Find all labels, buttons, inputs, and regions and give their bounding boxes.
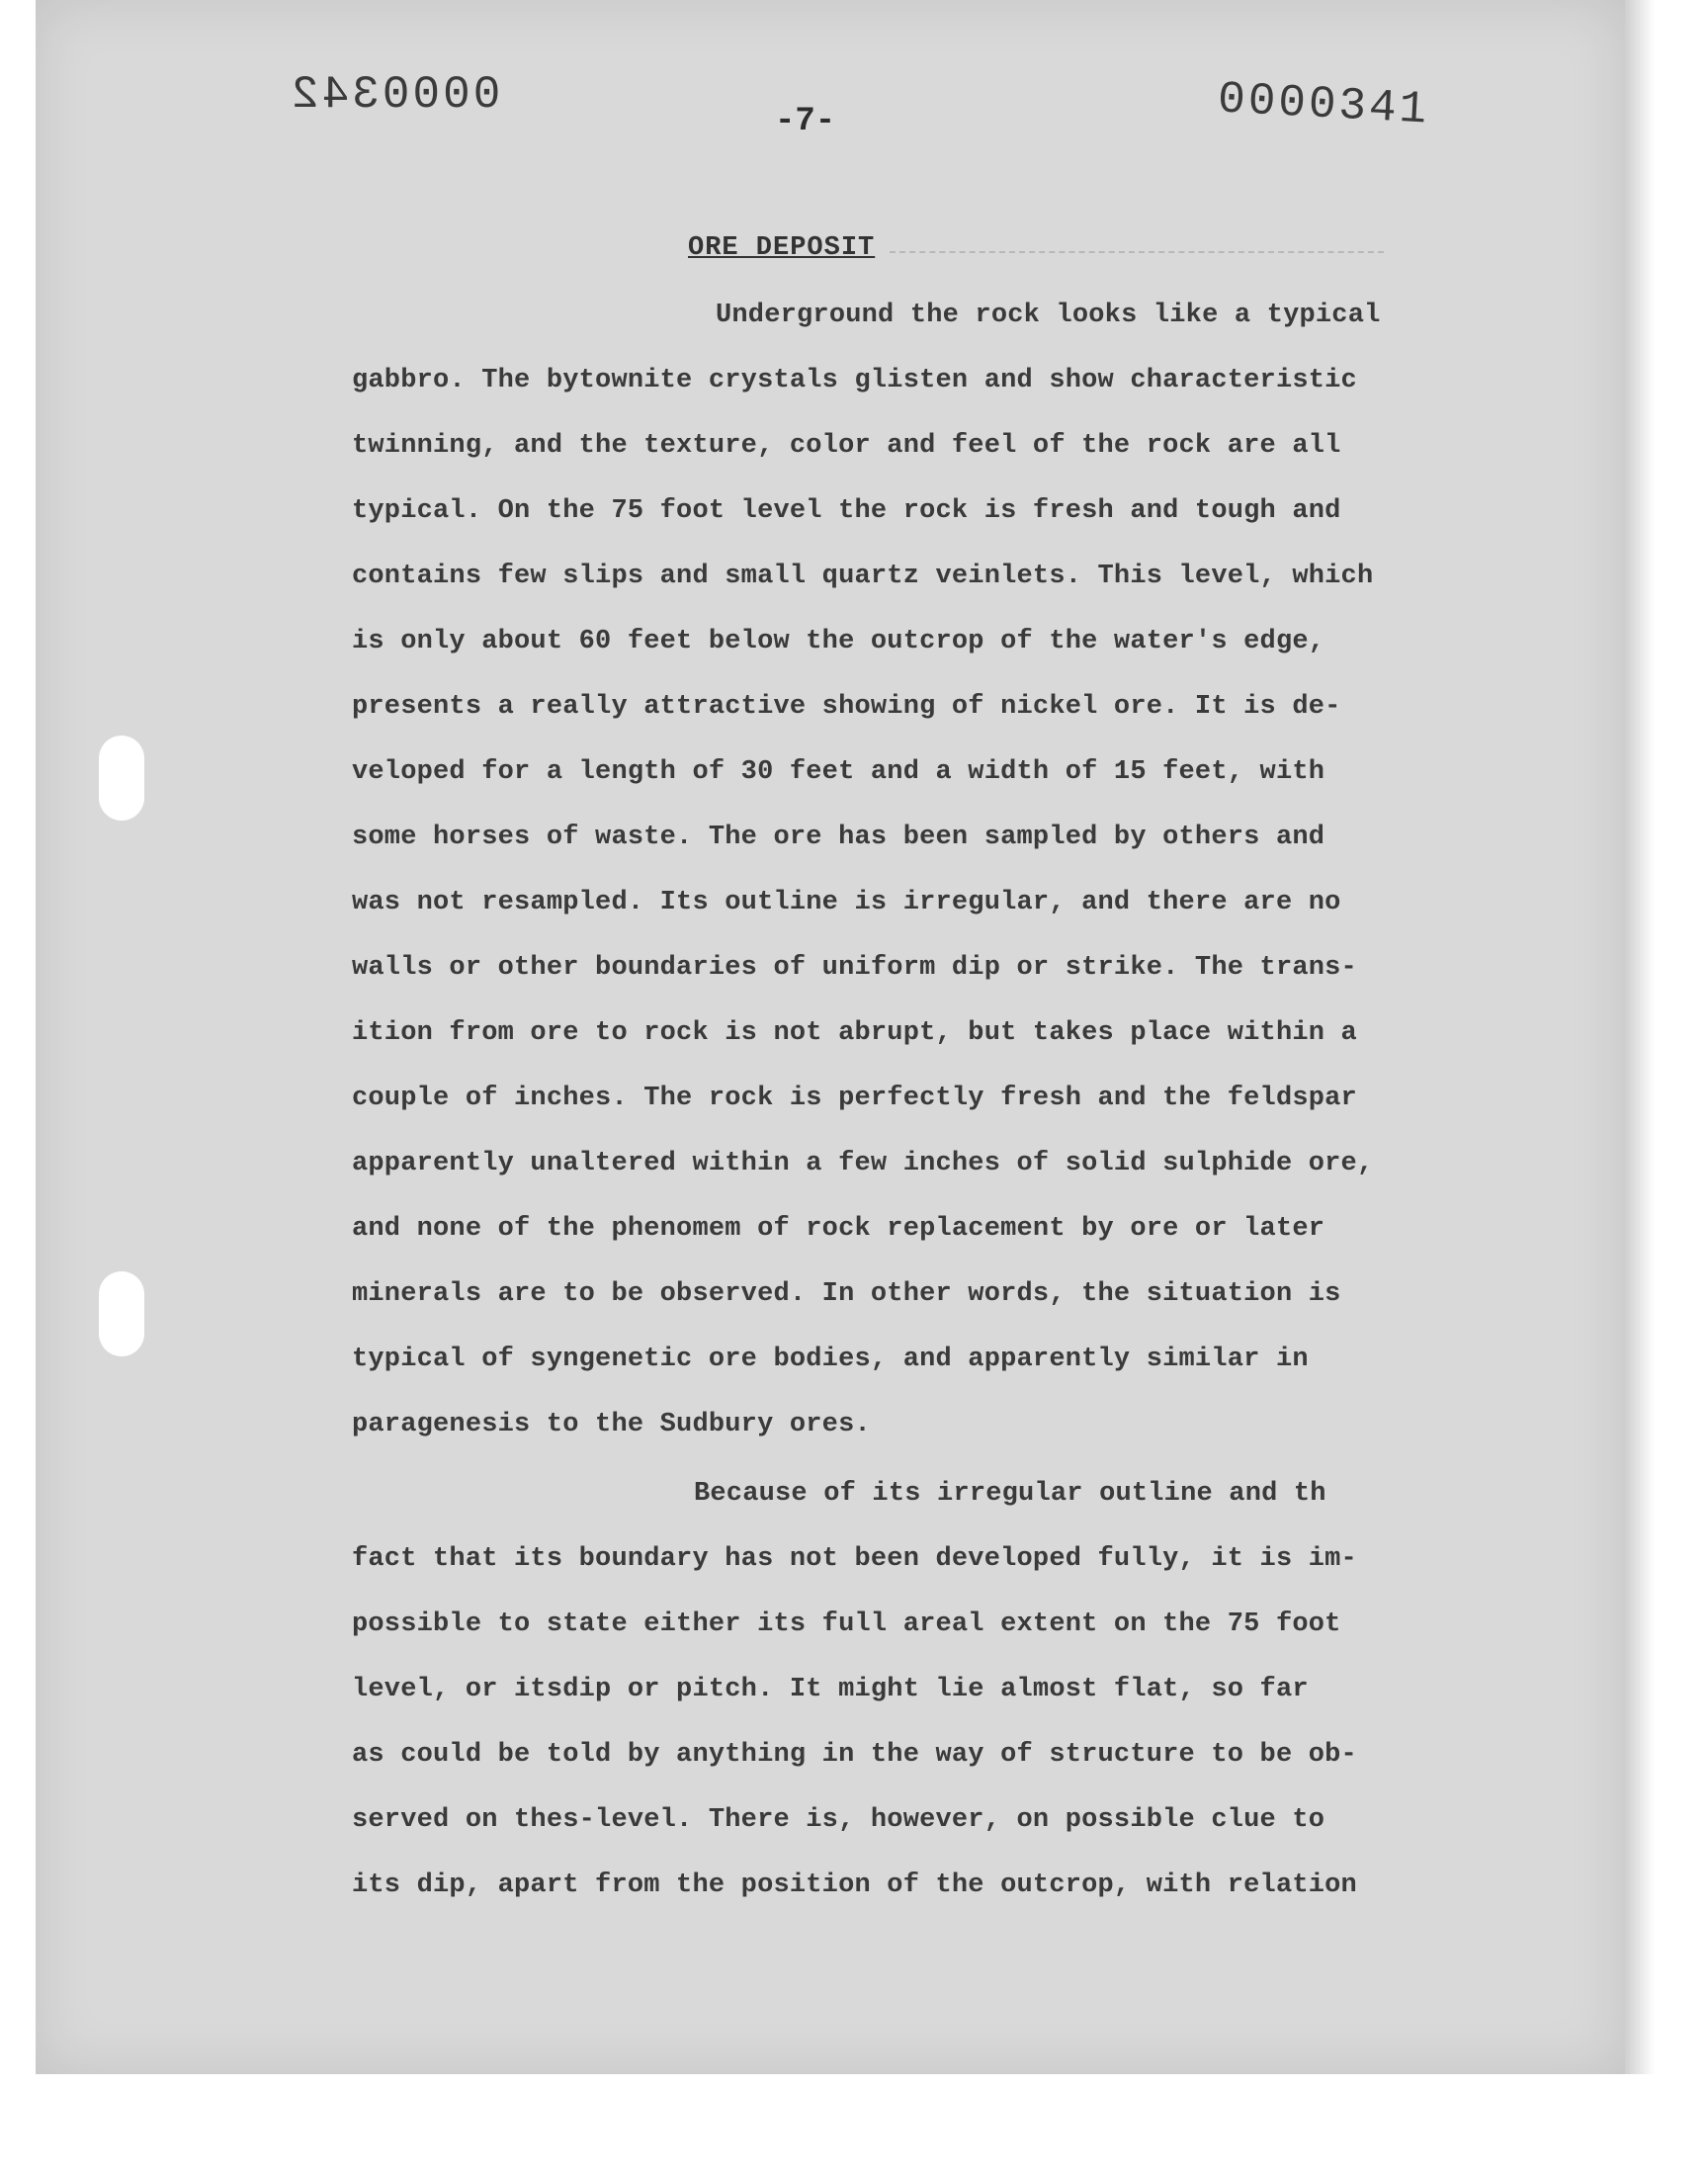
text-line: ition from ore to rock is not abrupt, but takes place within a (352, 1018, 1357, 1048)
text-line: its dip, apart from the position of the outcrop, with relation (352, 1870, 1357, 1900)
heading-dashed-rule (890, 251, 1384, 253)
text-line: was not resampled. Its outline is irregular, and there are no (352, 888, 1341, 917)
text-line: couple of inches. The rock is perfectly fresh and the feldspar (352, 1084, 1357, 1113)
text-line: paragenesis to the Sudbury ores. (352, 1410, 871, 1439)
text-line: possible to state either its full areal extent on the 75 foot (352, 1610, 1341, 1639)
text-line: Underground the rock looks like a typical (716, 301, 1381, 330)
punch-hole-lower (99, 1271, 144, 1356)
text-line: contains few slips and small quartz veinlets. This level, which (352, 562, 1374, 591)
text-line: typical of syngenetic ore bodies, and apparently similar in (352, 1345, 1309, 1374)
text-line: served on thes-level. There is, however, on possible clue to (352, 1805, 1325, 1835)
punch-hole-upper (99, 736, 144, 821)
text-line: walls or other boundaries of uniform dip or strike. The trans- (352, 953, 1357, 983)
text-line: typical. On the 75 foot level the rock is fresh and tough and (352, 496, 1341, 526)
text-line: presents a really attractive showing of nickel ore. It is de- (352, 692, 1341, 722)
page-edge-shadow (1625, 0, 1655, 2074)
text-line: minerals are to be observed. In other words, the situation is (352, 1279, 1341, 1309)
section-heading: ORE DEPOSIT (688, 233, 876, 263)
text-line: apparently unaltered within a few inches of solid sulphide ore, (352, 1149, 1374, 1178)
text-line: some horses of waste. The ore has been sampled by others and (352, 823, 1325, 852)
text-line: fact that its boundary has not been developed fully, it is im- (352, 1544, 1357, 1574)
text-line: as could be told by anything in the way of structure to be ob- (352, 1740, 1357, 1770)
document-number-stamp: 0000341 (1216, 73, 1431, 136)
text-line: Because of its irregular outline and th (694, 1479, 1326, 1509)
text-line: is only about 60 feet below the outcrop of the water's edge, (352, 627, 1325, 656)
text-line: gabbro. The bytownite crystals glisten and show characteristic (352, 366, 1357, 395)
text-line: level, or itsdip or pitch. It might lie almost flat, so far (352, 1675, 1309, 1704)
text-line: twinning, and the texture, color and feel of the rock are all (352, 431, 1341, 461)
document-number-stamp-mirrored: 0000342 (289, 69, 501, 121)
text-line: and none of the phenomem of rock replacement by ore or later (352, 1214, 1325, 1244)
text-line: veloped for a length of 30 feet and a width of 15 feet, with (352, 757, 1325, 787)
page-number: -7- (775, 103, 836, 140)
